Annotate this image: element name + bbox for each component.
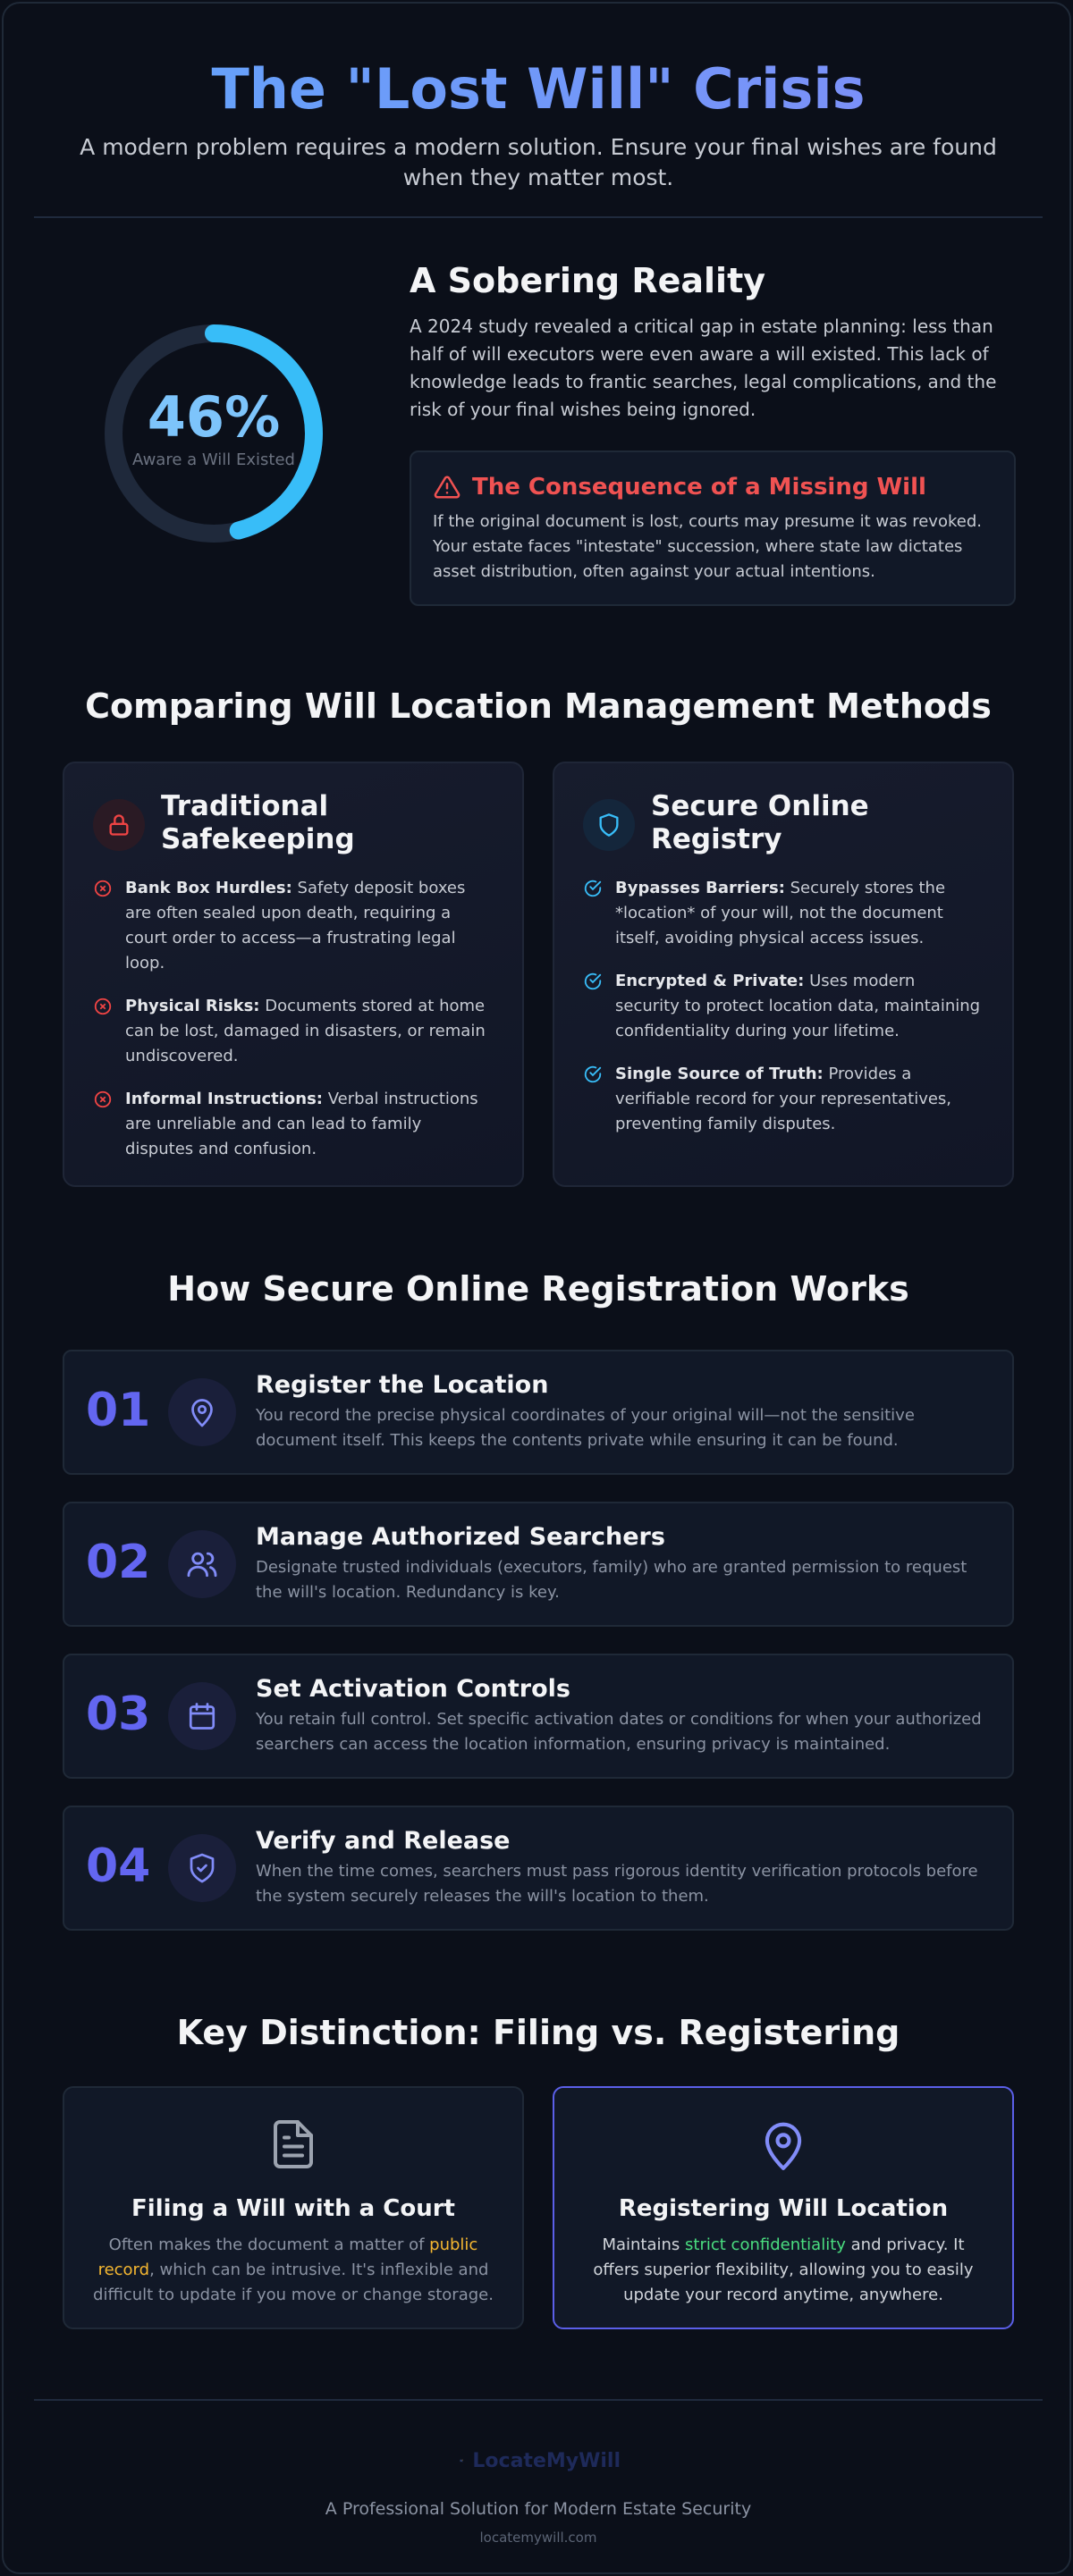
- users-icon: [168, 1530, 236, 1598]
- header-divider: [34, 216, 1043, 218]
- item-label: Single Source of Truth:: [615, 1065, 824, 1083]
- stat-caption: Aware a Will Existed: [132, 450, 295, 469]
- page-frame: [2, 2, 1071, 2574]
- footer-divider: [34, 2399, 1043, 2401]
- callout-body: If the original document is lost, courts may presume it was revoked. Your estate faces "intestate" succession, where state law dictates asset distribution, often against your actual intentions.: [433, 512, 982, 581]
- step-number: 01: [86, 1384, 151, 1437]
- online-list: [583, 876, 984, 1137]
- x-circle-icon: [93, 1090, 113, 1109]
- step-title: Set Activation Controls: [256, 1675, 570, 1703]
- step-card: [63, 1654, 1014, 1779]
- step-title: Manage Authorized Searchers: [256, 1523, 665, 1551]
- registering-title: Registering Will Location: [618, 2195, 949, 2222]
- online-header: [583, 790, 984, 856]
- item-label: Encrypted & Private:: [615, 972, 805, 990]
- footer-url[interactable]: locatemywill.com: [479, 2530, 597, 2546]
- item-label: Bypasses Barriers:: [615, 879, 785, 897]
- step-description: Designate trusted individuals (executors, family) who are granted permission to request the will's location. Redundancy is key.: [256, 1558, 967, 1602]
- footer-tagline: A Professional Solution for Modern Estate Security: [325, 2499, 752, 2519]
- list-item: [583, 876, 984, 951]
- step-number: 02: [86, 1536, 151, 1589]
- step-description: You record the precise physical coordinates of your original will—not the sensitive document itself. This keeps the contents private while ensuring it can be found.: [256, 1406, 915, 1450]
- registering-highlight: strict confidentiality: [685, 2235, 846, 2254]
- step-title: Verify and Release: [256, 1827, 511, 1855]
- comparison-heading: Comparing Will Location Management Methods: [85, 686, 992, 726]
- lock-icon: [93, 799, 145, 851]
- page-title: The "Lost Will" Crisis: [4, 55, 1073, 123]
- x-circle-icon: [93, 997, 113, 1016]
- filing-body: [92, 2233, 494, 2308]
- filing-text-pre: Often makes the document a matter of: [108, 2235, 430, 2254]
- how-heading: How Secure Online Registration Works: [167, 1269, 909, 1309]
- warning-triangle-icon: [433, 474, 461, 501]
- donut-label: [102, 386, 325, 469]
- reality-body: A 2024 study revealed a critical gap in estate planning: less than half of will executors were even aware a will existed. This lack of knowledge leads to frantic searches, legal complications, and the risk of your final wishes being ignored.: [410, 316, 997, 420]
- map-pin-icon: [554, 2115, 1012, 2177]
- stat-value: 46%: [147, 384, 281, 450]
- document-icon: [64, 2115, 522, 2177]
- step-description: You retain full control. Set specific activation dates or conditions for when your authorized searchers can access the location information, ensuring privacy is maintained.: [256, 1710, 982, 1754]
- callout-header: [433, 474, 993, 501]
- item-text: Documents stored at home can be lost, damaged in disasters, or remain undiscovered.: [125, 997, 486, 1065]
- filing-title: Filing a Will with a Court: [131, 2195, 455, 2222]
- shield-icon: [583, 799, 635, 851]
- footer-brand: LocateMyWill: [472, 2449, 621, 2472]
- reality-section: [410, 259, 1018, 424]
- item-text: Provides a verifiable record for your representatives, preventing family disputes.: [615, 1065, 952, 1133]
- x-circle-icon: [93, 879, 113, 898]
- list-item: [583, 969, 984, 1044]
- shield-check-icon: [168, 1834, 236, 1902]
- online-title: Secure Online Registry: [651, 790, 869, 855]
- traditional-title: Traditional Safekeeping: [161, 790, 355, 855]
- list-item: [93, 876, 494, 976]
- step-card: [63, 1502, 1014, 1627]
- check-circle-icon: [583, 879, 603, 898]
- page-header: [4, 55, 1073, 193]
- distinction-heading: Key Distinction: Filing vs. Registering: [176, 2013, 900, 2052]
- filing-highlight: public record: [97, 2235, 478, 2279]
- list-item: [583, 1062, 984, 1137]
- consequence-callout: [410, 450, 1016, 606]
- registering-card: [553, 2086, 1014, 2329]
- check-circle-icon: [583, 972, 603, 991]
- step-card: [63, 1806, 1014, 1931]
- registering-text-post: and privacy. It offers superior flexibility, allowing you to easily update your record anytime, anywhere.: [593, 2235, 974, 2304]
- reality-heading: A Sobering Reality: [410, 261, 765, 300]
- item-text: Uses modern security to protect location data, maintaining confidentiality during your lifetime.: [615, 972, 981, 1040]
- callout-title: The Consequence of a Missing Will: [472, 474, 926, 501]
- traditional-list: [93, 876, 494, 1162]
- step-title: Register the Location: [256, 1371, 549, 1399]
- list-item: [93, 1087, 494, 1162]
- traditional-header: [93, 790, 494, 856]
- stat-donut: [102, 322, 325, 545]
- item-label: Informal Instructions:: [125, 1090, 323, 1108]
- list-item: [93, 994, 494, 1069]
- step-description: When the time comes, searchers must pass rigorous identity verification protocols before the system securely releases the will's location to them.: [256, 1862, 978, 1906]
- check-circle-icon: [583, 1065, 603, 1084]
- filing-text-post: , which can be intrusive. It's inflexible and difficult to update if you move or change storage.: [93, 2260, 494, 2304]
- registering-text-pre: Maintains: [602, 2235, 686, 2254]
- step-number: 03: [86, 1688, 151, 1741]
- page-subtitle: A modern problem requires a modern solution. Ensure your final wishes are found when they matter most.: [80, 134, 997, 190]
- item-text: Securely stores the *location* of your will, not the document itself, avoiding physical access issues.: [615, 879, 946, 947]
- footer-logo: [460, 2431, 621, 2490]
- online-card: [553, 762, 1014, 1187]
- calendar-icon: [168, 1682, 236, 1750]
- item-label: Physical Risks:: [125, 997, 260, 1015]
- traditional-card: [63, 762, 524, 1187]
- step-card: [63, 1350, 1014, 1475]
- item-text: Safety deposit boxes are often sealed upon death, requiring a court order to access—a frustrating legal loop.: [125, 879, 466, 972]
- map-pin-icon: [168, 1378, 236, 1446]
- step-number: 04: [86, 1839, 151, 1893]
- documents-magnifier-quill-logo: [460, 2434, 463, 2488]
- item-text: Verbal instructions are unreliable and can lead to family disputes and confusion.: [125, 1090, 478, 1158]
- filing-card: [63, 2086, 524, 2329]
- item-label: Bank Box Hurdles:: [125, 879, 292, 897]
- registering-body: [582, 2233, 984, 2308]
